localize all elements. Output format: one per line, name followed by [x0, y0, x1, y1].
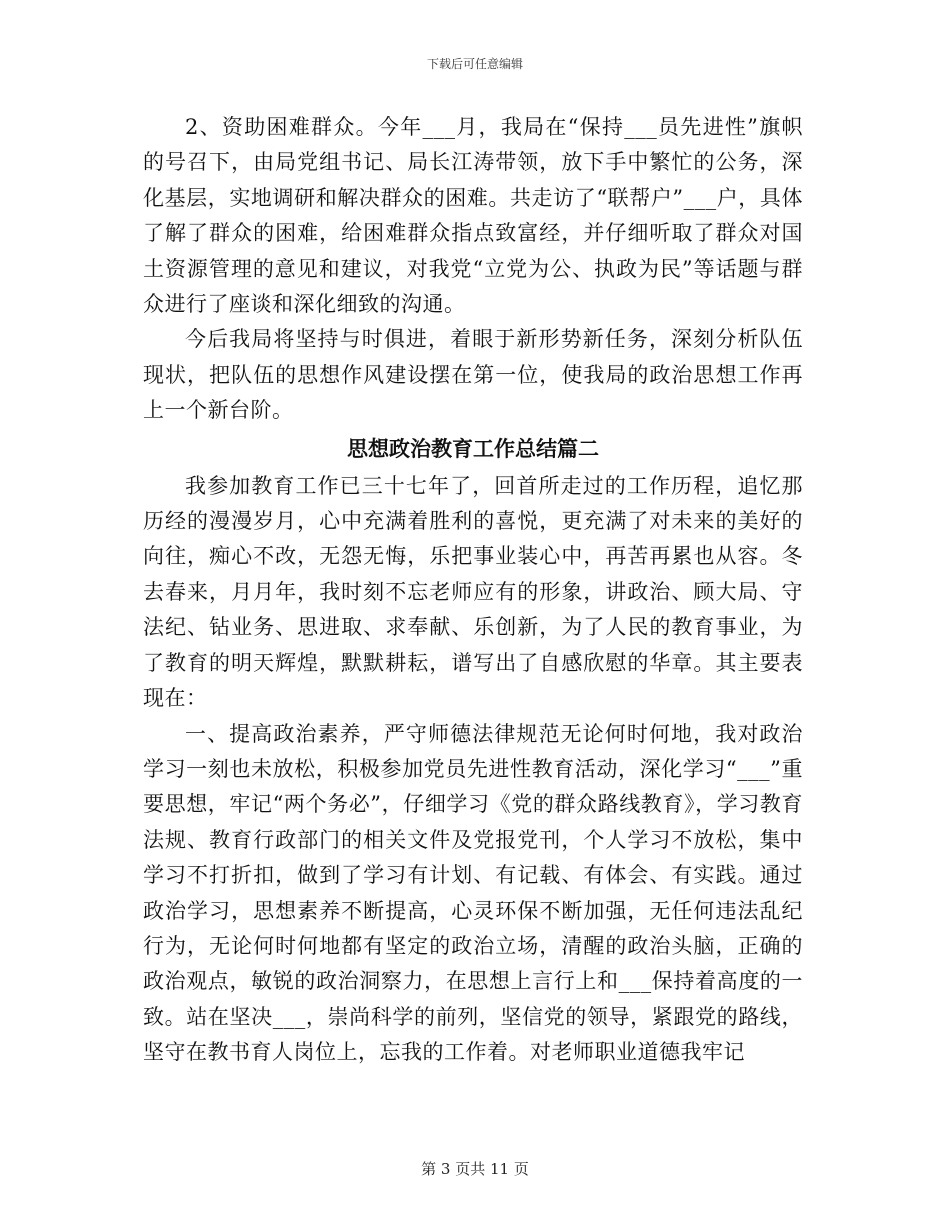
paragraph-political-literacy: 一、提高政治素养，严守师德法律规范无论何时何地，我对政治学习一刻也未放松，积极参加党员先进性教育活动，深化学习“___”重要思想，牢记“两个务必”，仔细学习《党的群众路线教育》，学习教育法规、教育行政部门的相关文件及党报党刊，个人学习不放松，集中学习不打折扣，做到了学习有计划、有记载、有体会、有实践。通过政治学习，思想素养不断提高，心灵环保不断加强，无任何违法乱纪行为，无论何时何地都有坚定的政治立场，清醒的政治头脑，正确的政治观点，敏锐的政治洞察力，在思想上言行上和___保持着高度的一致。站在坚决___，崇尚科学的前列，坚信党的领导，紧跟党的路线，坚守在教书育人岗位上，忘我的工作着。对老师职业道德我牢记 [143, 721, 803, 1065]
paragraph-intro: 我参加教育工作已三十七年了，回首所走过的工作历程，追忆那历经的漫漫岁月，心中充满着胜利的喜悦，更充满了对未来的美好的向往，痴心不改，无怨无悔，乐把事业装心中，再苦再累也从容。冬去春来，月月年，我时刻不忘老师应有的形象，讲政治、顾大局、守法纪、钻业务、思进取、求奉献、乐创新，为了人民的教育事业，为了教育的明天辉煌，默默耕耘，谱写出了自感欣慰的华章。其主要表现在： [143, 473, 803, 711]
page-footer: 第 3 页共 11 页 [421, 1160, 529, 1178]
document-body [143, 110, 803, 1071]
page-header: 下载后可任意编辑 [426, 57, 523, 71]
section-title: 思想政治教育工作总结篇二 [347, 435, 599, 461]
paragraph-aid-poor: 2、资助困难群众。今年___月，我局在“保持___员先进性”旗帜的号召下，由局党组书记、局长江涛带领，放下手中繁忙的公务，深化基层，实地调研和解决群众的困难。共走访了“联帮户”___户，具体了解了群众的困难，给困难群众指点致富经，并仔细听取了群众对国土资源管理的意见和建议，对我党“立党为公、执政为民”等话题与群众进行了座谈和深化细致的沟通。 [143, 115, 803, 317]
paragraph-future-plan: 今后我局将坚持与时俱进，着眼于新形势新任务，深刻分析队伍现状，把队伍的思想作风建设摆在第一位，使我局的政治思想工作再上一个新台阶。 [143, 327, 803, 423]
